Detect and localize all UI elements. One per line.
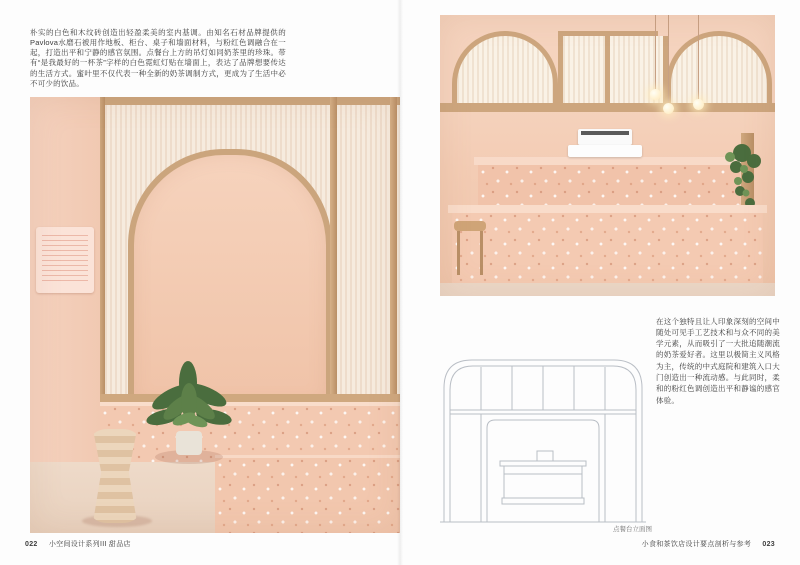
counter-photo-right	[440, 15, 775, 296]
potted-plant	[122, 335, 256, 469]
page-number-left: 022	[25, 541, 38, 548]
pendant-light-bulb	[663, 103, 674, 114]
book-subtitle: 小食和茶饮店设计要点剖析与参考	[641, 541, 752, 548]
wood-post	[330, 97, 337, 397]
diagram-caption: 点餐台立面图	[613, 526, 652, 533]
pendant-light-bulb	[650, 89, 661, 100]
pendant-light-bulb	[693, 99, 704, 110]
stool-leg	[480, 231, 483, 275]
elevation-diagram	[440, 352, 646, 528]
series-title: 小空间设计系列III 甜品店	[48, 541, 131, 548]
page-number-right: 023	[762, 541, 775, 548]
pos-terminal-base	[568, 145, 642, 157]
intro-paragraph: 朴实的白色和木纹砖创造出轻盈柔美的室内基调。由知名石材品牌提供的Pavlova水磨石被用作地板、柜台、桌子和墙面材料，与粉红色调融合在一起，打造出平和宁静的感官氛围。点餐台上方的吊灯如同奶茶里的珍珠。带有“是我最好的一杯茶”字样的白色霓虹灯贴在墙面上，表达了品牌想要传达的生活方式。蜜叶里不仅代表一种全新的奶茶调制方式，更成为了生活中必不可少的饮品。	[30, 27, 286, 88]
floor	[440, 283, 775, 296]
front-counter-top	[448, 205, 767, 213]
front-counter	[452, 213, 763, 283]
pendant-cord	[668, 15, 669, 105]
body-paragraph: 在这个独特且让人印象深刻的空间中随处可见手工艺技术和与众不同的美学元素，从而吸引了一大批追随潮流的奶茶爱好者。这里以极简主义风格为主，传统的中式庭院和建筑入口大门创造出一种流动感。与此同时，柔和的粉红色调创造出平和静谧的感官体验。	[656, 316, 780, 405]
back-counter-top	[474, 157, 744, 165]
pendant-cord	[655, 15, 656, 91]
footer-left	[25, 539, 131, 549]
menu-board	[36, 227, 94, 293]
page-spine	[397, 0, 403, 565]
wood-beam	[100, 97, 400, 105]
wood-beam	[440, 103, 775, 112]
pendant-cord	[698, 15, 699, 101]
wood-mullion	[605, 36, 610, 103]
wood-stool	[454, 221, 486, 231]
stool-leg	[457, 231, 460, 275]
wood-post	[390, 97, 397, 397]
interior-photo-left	[30, 97, 400, 533]
pos-terminal-display	[581, 131, 629, 135]
menu-board-text-lines	[42, 235, 88, 285]
footer-right	[500, 539, 775, 549]
